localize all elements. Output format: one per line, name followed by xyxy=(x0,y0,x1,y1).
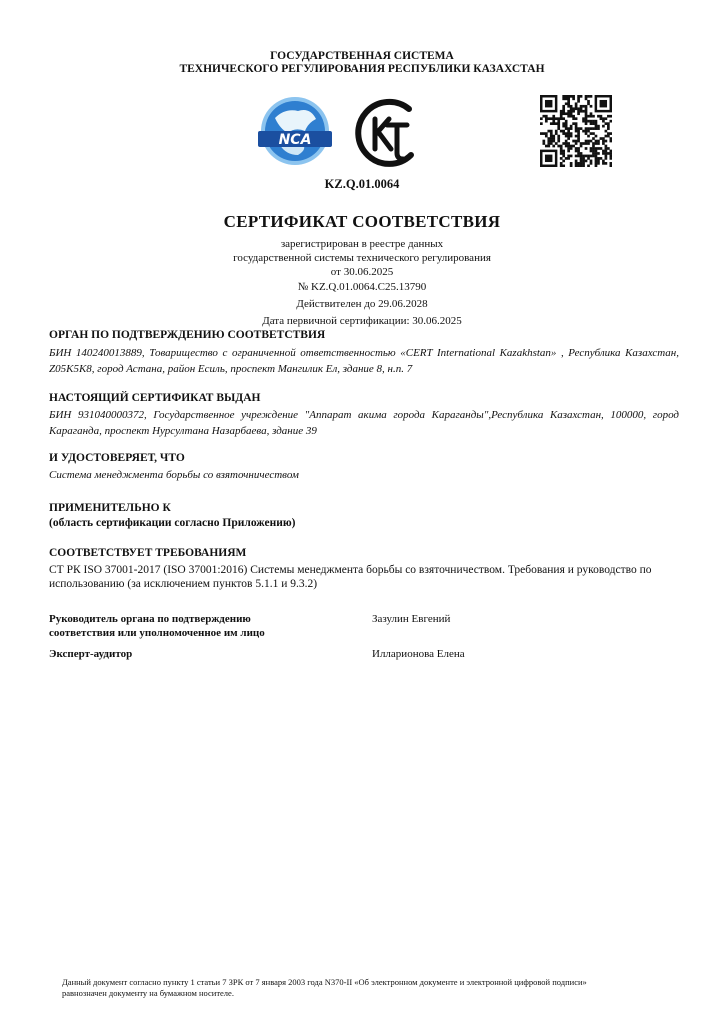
certificate-number: № KZ.Q.01.0064.C25.13790 xyxy=(297,281,427,293)
valid-until: Действителен до 29.06.2028 xyxy=(296,298,428,310)
footer-line-1: Данный документ согласно пункту 1 статьи 7 ЗРК от 7 января 2003 года N370-II «Об электронном документе и электронной цифровой подписи» xyxy=(62,977,587,987)
complies-text: СТ РК ISO 37001-2017 (ISO 37001:2016) Системы менеджмента борьбы со взяточничеством. Требования и руководство по использованию (за исключением пунктов 5.1.1 и 9.3.2) xyxy=(49,564,652,590)
head-label-line-1: Руководитель органа по подтверждению xyxy=(49,613,251,625)
certifies-title: И УДОСТОВЕРЯЕТ, ЧТО xyxy=(49,452,185,464)
header-line-2: ТЕХНИЧЕСКОГО РЕГУЛИРОВАНИЯ РЕСПУБЛИКИ КАЗАХСТАН xyxy=(179,63,545,75)
certificate-title: СЕРТИФИКАТ СООТВЕТСТВИЯ xyxy=(223,212,501,231)
issue-date: от 30.06.2025 xyxy=(330,266,394,278)
qr-code xyxy=(540,95,612,167)
first-cert-date: Дата первичной сертификации: 30.06.2025 xyxy=(262,315,462,327)
header-line-1: ГОСУДАРСТВЕННАЯ СИСТЕМА xyxy=(270,50,454,62)
applies-title: ПРИМЕНИТЕЛЬНО К xyxy=(49,502,171,514)
organ-title: ОРГАН ПО ПОДТВЕРЖДЕНИЮ СООТВЕТСТВИЯ xyxy=(49,329,326,341)
registered-line-1: зарегистрирован в реестре данных xyxy=(280,238,444,250)
expert-label: Эксперт-аудитор xyxy=(49,648,133,660)
nca-globe-logo xyxy=(250,93,340,173)
issued-title: НАСТОЯЩИЙ СЕРТИФИКАТ ВЫДАН xyxy=(49,392,261,404)
expert-name: Илларионова Елена xyxy=(372,648,465,660)
applies-subtitle: (область сертификации согласно Приложению) xyxy=(49,517,296,529)
kz-conformity-logo xyxy=(351,95,423,169)
registered-line-2: государственной системы технического регулирования xyxy=(233,252,491,264)
head-label-line-2: соответствия или уполномоченное им лицо xyxy=(49,627,265,639)
organ-text: БИН 140240013889, Товарищество с ограниченной ответственностью «CERT International Kazakhstan» , Республика Казахстан, Z05K5K8, город Астана, район Есиль, проспект Мангилик Ел, здание 8, н.п. 7 xyxy=(49,347,679,375)
complies-title: СООТВЕТСТВУЕТ ТРЕБОВАНИЯМ xyxy=(49,547,247,559)
footer-line-2: равнозначен документу на бумажном носителе. xyxy=(62,988,234,998)
certifies-text: Система менеджмента борьбы со взяточничеством xyxy=(49,469,299,481)
head-name: Зазулин Евгений xyxy=(372,613,451,625)
certificate-code: KZ.Q.01.0064 xyxy=(324,177,400,191)
nca-logo-text: NCA xyxy=(278,132,312,148)
issued-text: БИН 931040000372, Государственное учреждение "Аппарат акима города Караганды",Республика Казахстан, 100000, город Караганда, проспект Нурсултана Назарбаева, здание 39 xyxy=(49,409,679,437)
